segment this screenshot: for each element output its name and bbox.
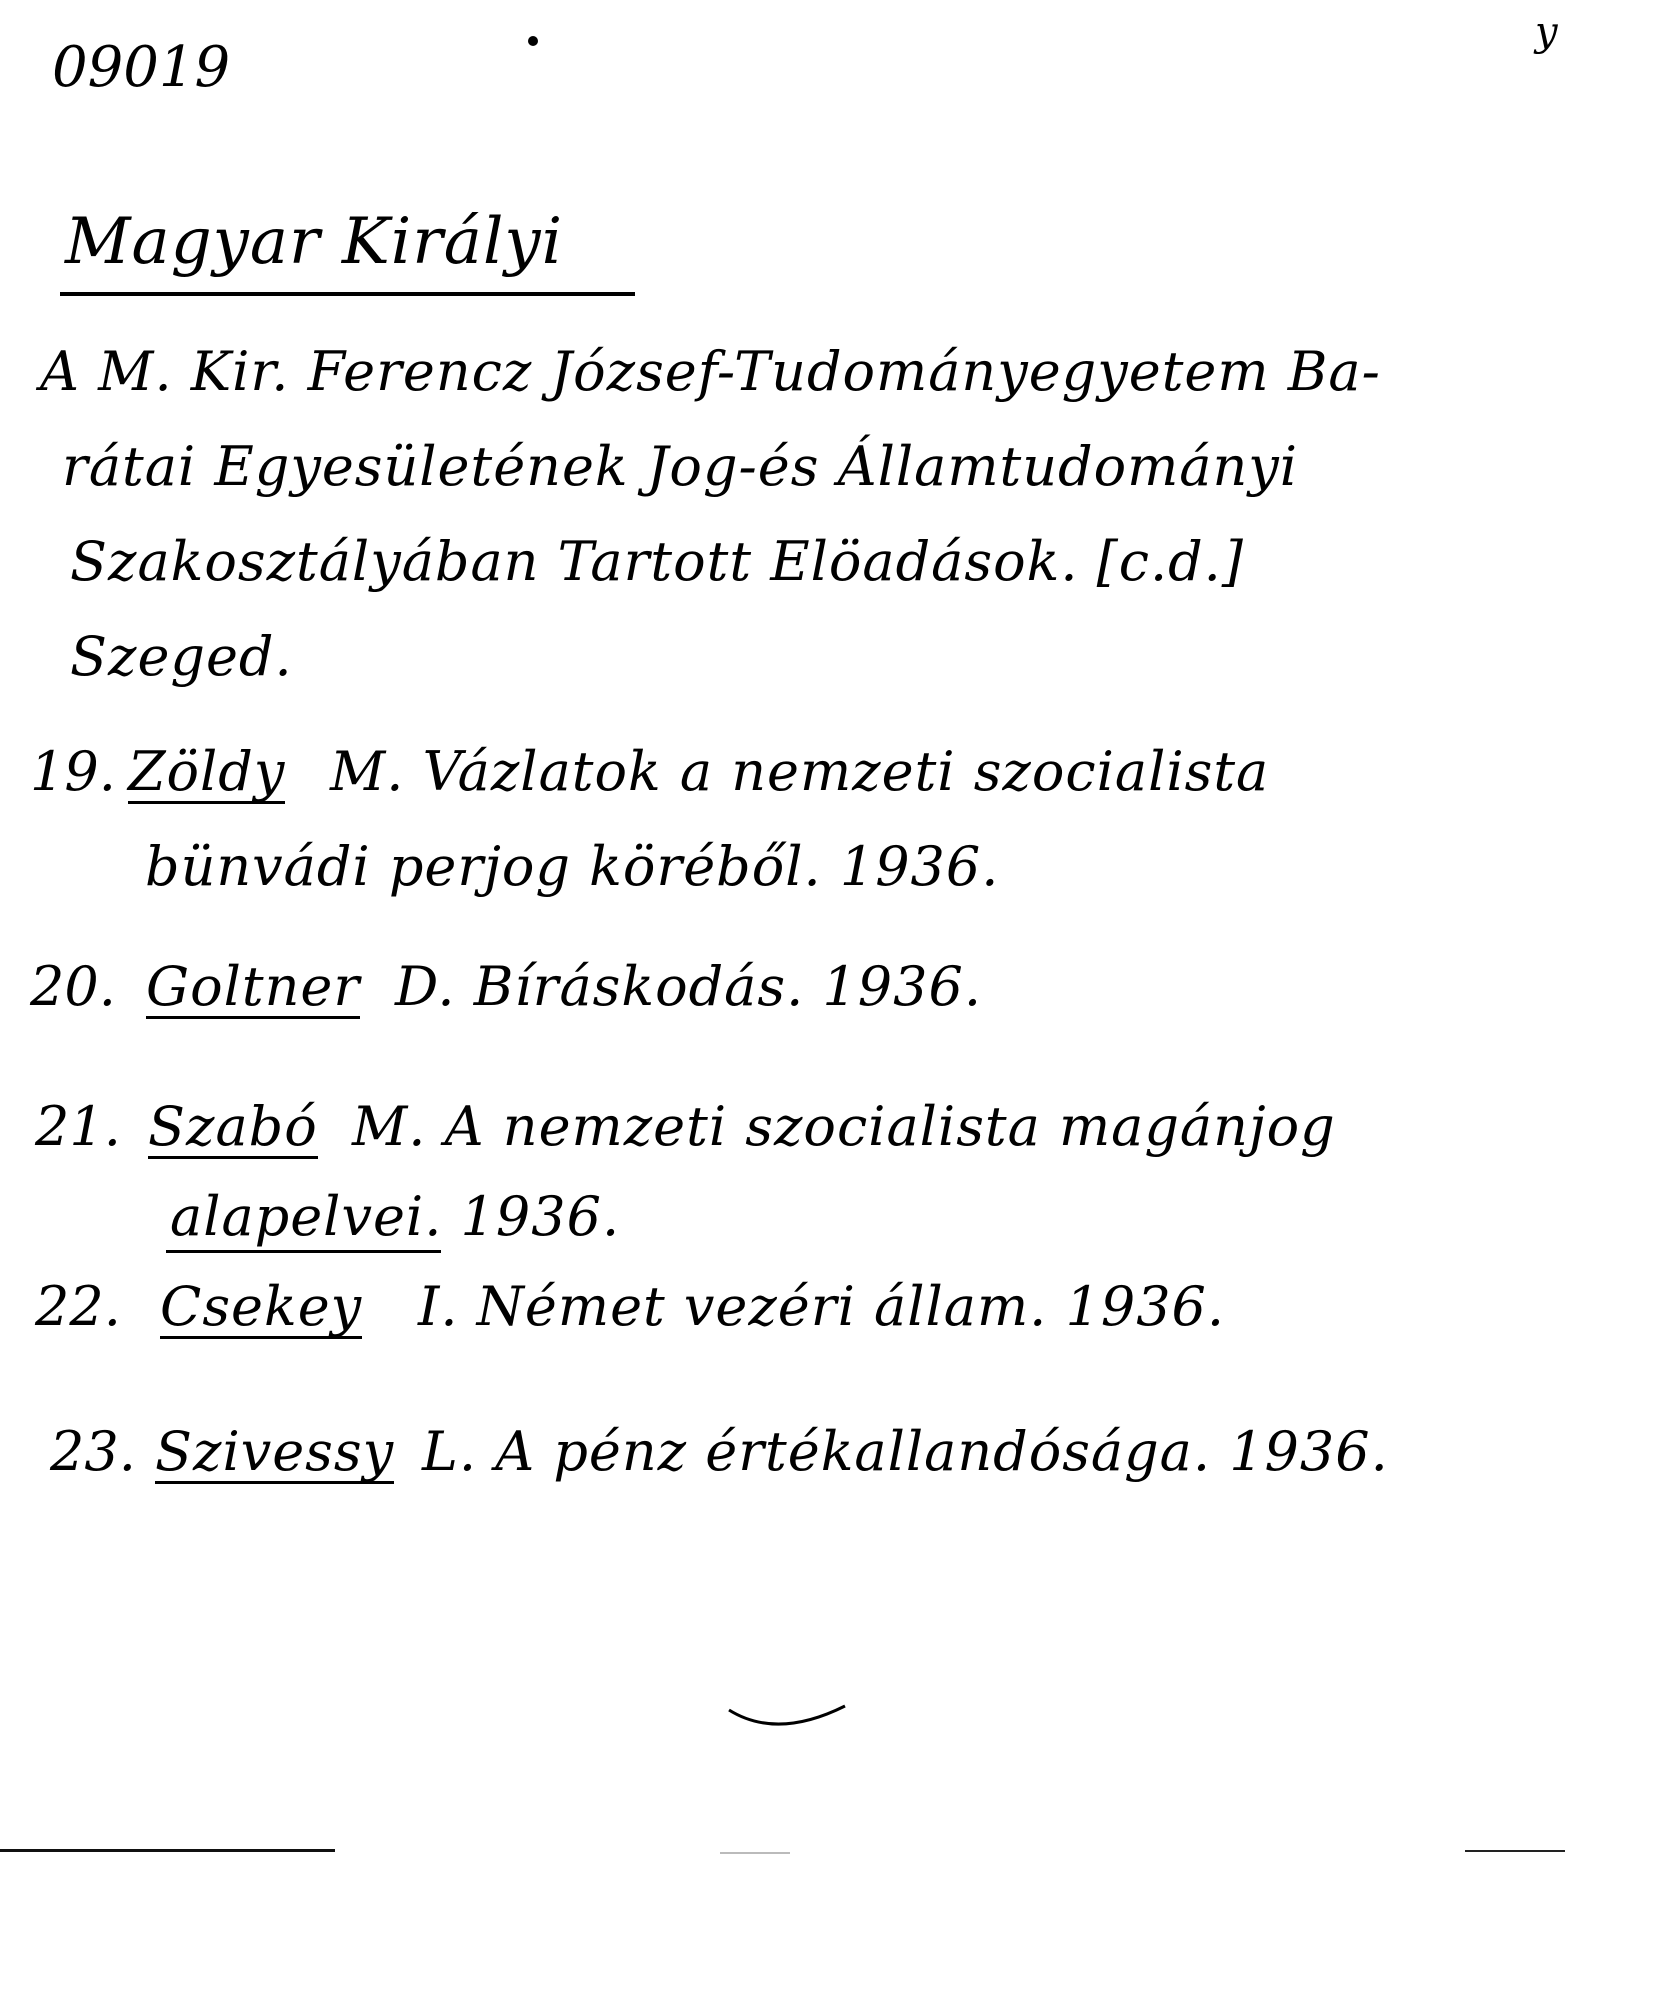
ink-dot [528,36,538,46]
series-place-line: Szeged. [70,625,293,688]
entry-number: 19. [30,740,116,803]
bottom-rule [1465,1850,1565,1852]
entry-title-line: alapelvei. 1936. [170,1185,621,1248]
series-heading: Magyar Királyi [65,205,564,279]
bottom-rule [0,1849,335,1852]
entry-number: 23. [50,1420,136,1483]
heading-underline [60,292,635,296]
entry-title-line: L. A pénz értékallandósága. 1936. [422,1420,1389,1483]
entry-title-line: D. Bíráskodás. 1936. [395,955,982,1018]
closing-flourish-icon [727,1700,847,1740]
bottom-rule [720,1852,790,1854]
entry-number: 21. [35,1095,121,1158]
entry-author: Zöldy [128,740,286,803]
series-title-line: rátai Egyesületének Jog-és Államtudományi [62,435,1299,498]
entry-number: 22. [35,1275,121,1338]
entry-underline [166,1250,441,1253]
entry-author: Csekey [160,1275,363,1338]
entry-number: 20. [30,955,116,1018]
entry-title-line: bünvádi perjog köréből. 1936. [145,835,1000,898]
entry-title-line: I. Német vezéri állam. 1936. [418,1275,1226,1338]
entry-author: Goltner [146,955,361,1018]
entry-author: Szabó [148,1095,318,1158]
entry-title-line: M. A nemzeti szocialista magánjog [352,1095,1336,1158]
card-id: 09019 [52,35,231,100]
corner-mark: y [1535,9,1558,55]
entry-author: Szivessy [155,1420,395,1483]
series-title-line: Szakosztályában Tartott Elöadások. [c.d.] [70,530,1244,593]
series-title-line: A M. Kir. Ferencz József-Tudományegyetem Ba- [40,340,1381,403]
entry-title-line: M. Vázlatok a nemzeti szocialista [330,740,1270,803]
